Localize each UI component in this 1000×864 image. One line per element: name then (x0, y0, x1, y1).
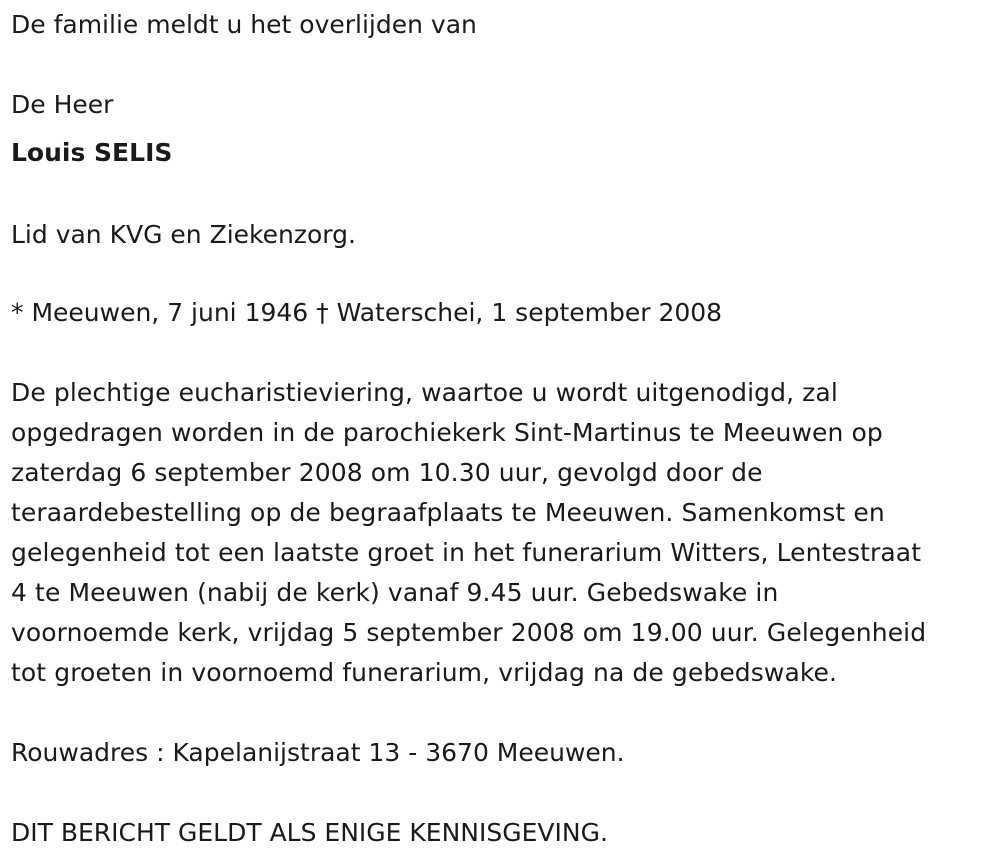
mourning-address: Rouwadres : Kapelanijstraat 13 - 3670 Meeuwen. (11, 738, 625, 767)
honorific-title: De Heer (11, 90, 114, 119)
intro-text: De familie meldt u het overlijden van (11, 10, 477, 39)
service-line: voornoemde kerk, vrijdag 5 september 2008 om 19.00 uur. Gelegenheid (11, 618, 927, 647)
birth-death-dates: * Meeuwen, 7 juni 1946 † Waterschei, 1 september 2008 (11, 298, 723, 327)
service-line: teraardebestelling op de begraafplaats te Meeuwen. Samenkomst en (11, 498, 885, 527)
official-notice: DIT BERICHT GELDT ALS ENIGE KENNISGEVING. (11, 818, 608, 847)
service-line: 4 te Meeuwen (nabij de kerk) vanaf 9.45 uur. Gebedswake in (11, 578, 779, 607)
membership-text: Lid van KVG en Ziekenzorg. (11, 220, 356, 249)
service-line: gelegenheid tot een laatste groet in het funerarium Witters, Lentestraat (11, 538, 922, 567)
service-line: opgedragen worden in de parochiekerk Sint-Martinus te Meeuwen op (11, 418, 883, 447)
service-line: tot groeten in voornoemd funerarium, vrijdag na de gebedswake. (11, 658, 838, 687)
service-line: zaterdag 6 september 2008 om 10.30 uur, gevolgd door de (11, 458, 763, 487)
service-line: De plechtige eucharistieviering, waartoe u wordt uitgenodigd, zal (11, 378, 838, 407)
deceased-name: Louis SELIS (11, 138, 173, 167)
